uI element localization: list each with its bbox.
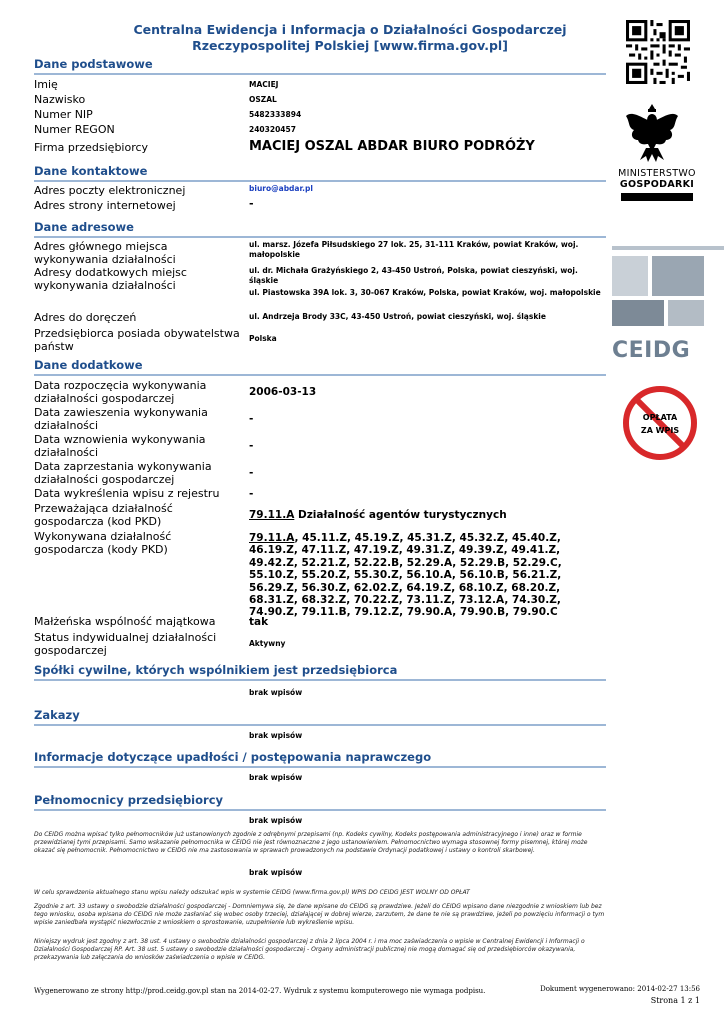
- value-citizenship: Polska: [249, 334, 277, 343]
- legal-note-1: Zgodnie z art. 33 ustawy o swobodzie działalności gospodarczej - Domniemywa się, że dane wpisane do CEIDG są prawdziwe. Jeżeli do CEIDG wpisano dane niezgodnie z wnioskiem lub bez tego wniosku, osoba wpisana do CEIDG nie może zasłaniać się wobec osoby trzeciej, działającej w dobrej wierze, zarzutem, że dane te nie są prawdziwe, jeżeli po powzięciu informacji o tym wpisie zaniedbała wystąpić niezwłocznie z wnioskiem o sprostowanie, uzupełnienie lub wykreślenie wpisu.: [34, 903, 605, 926]
- bankruptcy-empty: brak wpisów: [249, 773, 303, 782]
- title-line-1: Centralna Ewidencja i Informacja o Działalności Gospodarczej: [133, 22, 567, 37]
- legal-note-2: Niniejszy wydruk jest zgodny z art. 38 ust. 4 ustawy o swobodzie działalności gospodarczej z dnia 2 lipca 2004 r. i ma moc zaświadczenia o wpisie w Centralnej Ewidencji i Informacji o Działalności Gospodarczej RP. Art. 38 ust. 5 ustawy o swobodzie działalności gospodarczej - Organy administracji publicznej nie mogą domagać się od przedsiębiorców okazywania, przekazywania lub załączania do wniosków zaświadczenia o wpisie w CEIDG.: [34, 938, 585, 961]
- value-www: -: [249, 197, 254, 210]
- value-status: Aktywny: [249, 639, 286, 648]
- label-www: Adres strony internetowej: [34, 199, 176, 212]
- pkd-remaining-codes: , 45.11.Z, 45.19.Z, 45.31.Z, 45.32.Z, 45.40.Z, 46.19.Z, 47.11.Z, 47.19.Z, 49.31.Z, 49.39.Z, 49.41.Z, 49.42.Z, 52.21.Z, 52.22.B, 52.29.A, 52.29.B, 52.29.C, 55.10.Z, 55.20.Z, 55.30.Z, 56.10.A, 56.10.B, 56.21.Z, 56.29.Z, 56.30.Z, 62.02.Z, 64.19.Z, 68.10.Z, 68.20.Z, 68.31.Z, 68.32.Z, 70.22.Z, 73.11.Z, 73.12.A, 74.30.Z, 74.90.Z, 79.11.B, 79.12.Z, 79.90.A, 79.90.B, 79.90.C: [249, 532, 562, 619]
- label-nazwisko: Nazwisko: [34, 93, 86, 106]
- qr-code-icon: [626, 20, 690, 84]
- label-delete-date: Data wykreślenia wpisu z rejestru: [34, 487, 220, 500]
- value-end-date: -: [249, 467, 254, 479]
- footer-right: [540, 983, 700, 1007]
- footer-generated-from: Wygenerowano ze strony http://prod.ceidg.gov.pl stan na 2014-02-27. Wydruk z systemu komputerowego nie wymaga podpisu.: [34, 987, 486, 995]
- label-address-delivery: Adres do doręczeń: [34, 311, 137, 324]
- ministry-line-2: GOSPODARKI: [619, 179, 695, 190]
- section-basic: Dane podstawowe: [34, 57, 606, 75]
- ministry-logo: [612, 168, 702, 201]
- label-main-pkd: Przeważająca działalność gospodarcza (kod PKD): [34, 502, 173, 528]
- pkd-first-code: 79.11.A: [249, 532, 295, 544]
- value-nazwisko: OSZAL: [249, 95, 277, 104]
- section-extra: Dane dodatkowe: [34, 358, 606, 376]
- ceidg-logo-text: CEIDG: [612, 338, 691, 363]
- no-fee-line-1: OPŁATA: [642, 413, 678, 422]
- label-start-date: Data rozpoczęcia wykonywania działalności gospodarczej: [34, 379, 207, 405]
- bans-empty: brak wpisów: [249, 731, 303, 740]
- value-address-delivery: ul. Andrzeja Brody 33C, 43-450 Ustroń, powiat cieszyński, woj. śląskie: [249, 312, 546, 321]
- title-line-2: Rzeczypospolitej Polskiej [www.firma.gov.pl]: [192, 38, 508, 53]
- value-pkd-list: [249, 532, 569, 619]
- no-fee-badge-icon: [622, 385, 698, 461]
- polish-eagle-emblem-icon: [622, 100, 682, 166]
- value-address-extra-2: ul. Piastowska 39A lok. 3, 30-067 Kraków, Polska, powiat Kraków, woj. małopolskie: [249, 288, 601, 297]
- section-proxies: Pełnomocnicy przedsiębiorcy: [34, 793, 606, 811]
- label-imie: Imię: [34, 78, 58, 91]
- label-suspend-date: Data zawieszenia wykonywania działalności: [34, 406, 208, 432]
- no-fee-line-2: ZA WPIS: [640, 426, 680, 435]
- label-status: Status indywidualnej działalności gospodarczej: [34, 631, 217, 657]
- value-address-main: ul. marsz. Józefa Piłsudskiego 27 lok. 25, 31-111 Kraków, powiat Kraków, woj. małopolskie: [249, 240, 579, 259]
- value-start-date: 2006-03-13: [249, 386, 317, 398]
- label-email: Adres poczty elektronicznej: [34, 184, 186, 197]
- main-pkd-description: Działalność agentów turystycznych: [294, 509, 507, 521]
- label-marital: Małżeńska wspólność majątkowa: [34, 615, 216, 628]
- value-suspend-date: -: [249, 413, 254, 425]
- value-address-extra-1: ul. dr. Michała Grażyńskiego 2, 43-450 Ustroń, Polska, powiat cieszyński, woj. śląskie: [249, 266, 578, 285]
- section-bans: Zakazy: [34, 708, 606, 726]
- label-address-main: Adres głównego miejsca wykonywania działalności: [34, 240, 176, 266]
- label-firma: Firma przedsiębiorcy: [34, 141, 149, 154]
- value-resume-date: -: [249, 440, 254, 452]
- ministry-line-1: MINISTERSTWO: [618, 168, 696, 179]
- section-address: Dane adresowe: [34, 220, 606, 238]
- label-address-extra: Adresy dodatkowych miejsc wykonywania działalności: [34, 266, 187, 292]
- main-pkd-code: 79.11.A: [249, 509, 295, 521]
- section-partnerships: Spółki cywilne, których wspólnikiem jest przedsiębiorca: [34, 663, 606, 681]
- label-pkd-list: Wykonywana działalność gospodarcza (kody PKD): [34, 530, 172, 556]
- value-nip: 5482333894: [249, 110, 302, 119]
- value-main-pkd: [249, 509, 606, 521]
- proxies-empty-2: brak wpisów: [249, 868, 303, 877]
- section-contact: Dane kontaktowe: [34, 164, 606, 182]
- partnerships-empty: brak wpisów: [249, 688, 303, 697]
- label-resume-date: Data wznowienia wykonywania działalności: [34, 433, 206, 459]
- label-citizenship: Przedsiębiorca posiada obywatelstwa państw: [34, 327, 240, 353]
- proxies-empty: brak wpisów: [249, 816, 303, 825]
- label-regon: Numer REGON: [34, 123, 115, 136]
- proxies-note: Do CEIDG można wpisać tylko pełnomocników już ustanowionych zgodnie z odrębnymi przepisami (np. Kodeks cywilny, Kodeks postępowania administracyjnego i inne) oraz w formie przewidzianej tymi przepisami. Samo wskazanie pełnomocnika w CEIDG nie jest równoznaczne z jego ustanowieniem. Pełnomocnictwo wymaga stosownej formy pisemnej, której może okazać się pełnomocnik. Pełnomocnictwo w CEIDG nie ma zastosowania w sprawach prowadzonych na podstawie Ordynacji podatkowej i ustawy o kontroli skarbowej.: [34, 831, 588, 854]
- ministry-bar: [621, 193, 693, 201]
- document-title: [94, 22, 606, 54]
- value-regon: 240320457: [249, 125, 296, 134]
- value-marital: tak: [249, 616, 269, 628]
- footer-generated-date: Dokument wygenerowano: 2014-02-27 13:56: [540, 985, 700, 993]
- value-delete-date: -: [249, 488, 254, 500]
- value-email-link[interactable]: biuro@abdar.pl: [249, 184, 313, 193]
- page-number: Strona 1 z 1: [650, 996, 700, 1005]
- value-imie: MACIEJ: [249, 80, 279, 89]
- label-end-date: Data zaprzestania wykonywania działalności gospodarczej: [34, 460, 212, 486]
- verify-note: W celu sprawdzenia aktualnego stanu wpisu należy odszukać wpis w systemie CEIDG (www.firma.gov.pl) WPIS DO CEIDG JEST WOLNY OD OPŁAT: [34, 889, 470, 896]
- section-bankruptcy: Informacje dotyczące upadłości / postępowania naprawczego: [34, 750, 606, 768]
- value-firma: MACIEJ OSZAL ABDAR BIURO PODRÓŻY: [249, 139, 535, 154]
- no-fee-text: [622, 411, 698, 437]
- label-nip: Numer NIP: [34, 108, 93, 121]
